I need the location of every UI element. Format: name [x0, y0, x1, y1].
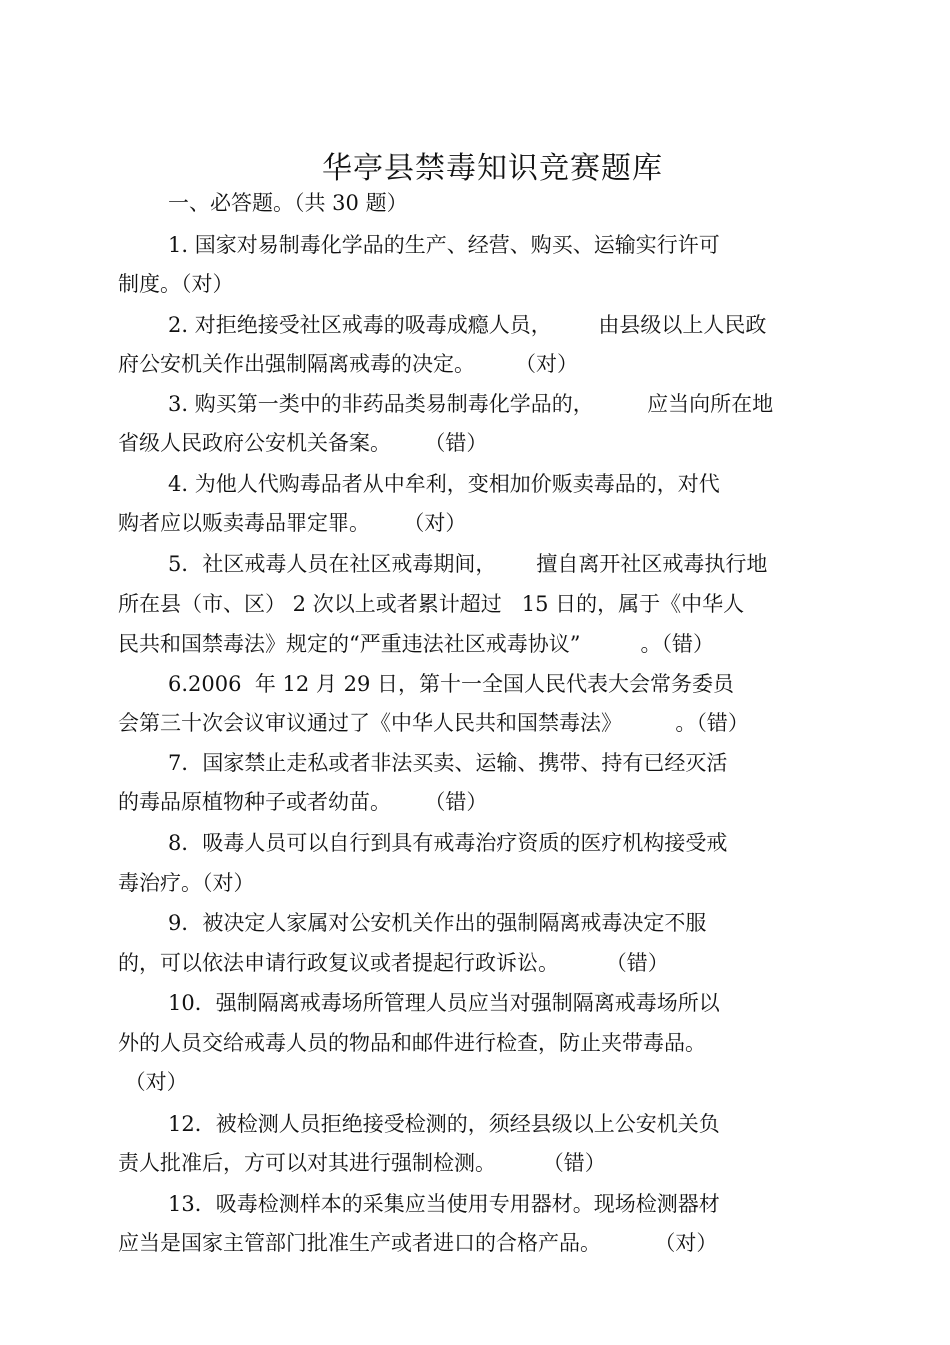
- question-5-line-2: 所在县（市、区） 2 次以上或者累计超过 15 日的，属于《中华人: [118, 592, 745, 616]
- question-8-line-2: 毒治疗。（对）: [118, 871, 255, 895]
- question-12-line-1: 12．被检测人员拒绝接受检测的，须经县级以上公安机关负: [168, 1112, 720, 1136]
- question-6-line-2: 会第三十次会议审议通过了《中华人民共和国禁毒法》 。（错）: [118, 711, 749, 735]
- document-title: 华亭县禁毒知识竞赛题库: [322, 151, 663, 186]
- question-10-line-1: 10．强制隔离戒毒场所管理人员应当对强制隔离戒毒场所以: [168, 991, 720, 1015]
- question-7-line-2: 的毒品原植物种子或者幼苗。 （错）: [118, 790, 488, 814]
- question-7-line-1: 7．国家禁止走私或者非法买卖、运输、携带、持有已经灭活: [168, 751, 728, 775]
- question-9-line-2: 的，可以依法申请行政复议或者提起行政诉讼。 （错）: [118, 951, 669, 975]
- question-9-line-1: 9．被决定人家属对公安机关作出的强制隔离戒毒决定不服: [168, 911, 707, 935]
- question-13-line-2: 应当是国家主管部门批准生产或者进口的合格产品。 （对）: [118, 1231, 718, 1255]
- question-4-line-1: 4. 为他人代购毒品者从中牟利，变相加价贩卖毒品的，对代: [168, 472, 720, 496]
- question-10-line-3: （对）: [118, 1070, 188, 1094]
- question-1-line-1: 1. 国家对易制毒化学品的生产、经营、购买、运输实行许可: [168, 233, 720, 257]
- question-2-line-1: 2. 对拒绝接受社区戒毒的吸毒成瘾人员， 由县级以上人民政: [168, 313, 767, 337]
- section-heading: 一、必答题。（共 30 题）: [168, 191, 408, 215]
- question-5-line-3: 民共和国禁毒法》规定的“严重违法社区戒毒协议” 。（错）: [118, 632, 715, 656]
- question-12-line-2: 责人批准后，方可以对其进行强制检测。 （错）: [118, 1151, 606, 1175]
- question-10-line-2: 外的人员交给戒毒人员的物品和邮件进行检查，防止夹带毒品。: [118, 1031, 706, 1055]
- question-3-line-2: 省级人民政府公安机关备案。 （错）: [118, 431, 488, 455]
- question-4-line-2: 购者应以贩卖毒品罪定罪。 （对）: [118, 511, 467, 535]
- question-13-line-1: 13．吸毒检测样本的采集应当使用专用器材。现场检测器材: [168, 1192, 720, 1216]
- question-5-line-1: 5．社区戒毒人员在社区戒毒期间， 擅自离开社区戒毒执行地: [168, 552, 768, 576]
- question-2-line-2: 府公安机关作出强制隔离戒毒的决定。 （对）: [118, 352, 579, 376]
- question-6-line-1: 6.2006 年 12 月 29 日，第十一全国人民代表大会常务委员: [168, 672, 734, 696]
- question-3-line-1: 3. 购买第一类中的非药品类易制毒化学品的， 应当向所在地: [168, 392, 774, 416]
- question-8-line-1: 8．吸毒人员可以自行到具有戒毒治疗资质的医疗机构接受戒: [168, 831, 728, 855]
- question-1-line-2: 制度。（对）: [118, 272, 234, 296]
